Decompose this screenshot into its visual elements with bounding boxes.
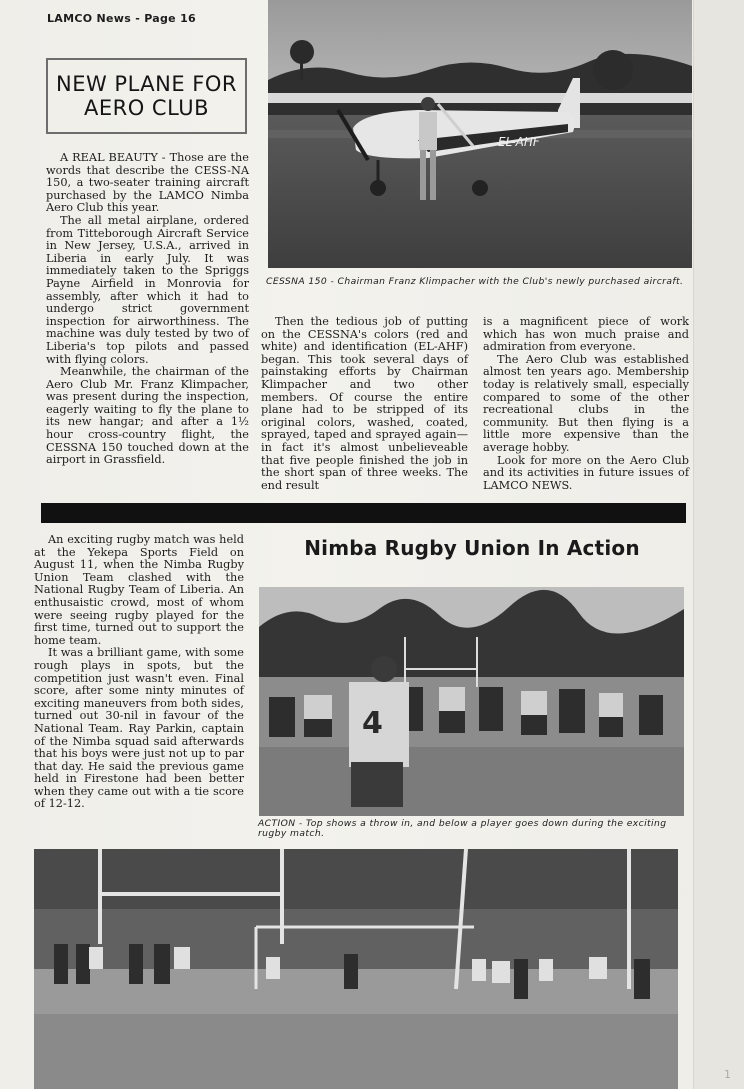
rugby-article-column	[34, 534, 244, 811]
paragraph: An exciting rugby match was held at the Yekepa Sports Field on August 11, when the Nimba Rugby Union Team clashed with the National Rugby Team of Liberia. An enthusaistic crowd, most of whom were seeing rugby played for the first time, turned out to support the home team.	[34, 533, 244, 647]
paragraph: The Aero Club was established almost ten years ago. Membership today is relatively small, especially compared to some of the other recreational clubs in the community. But then flying is a little more expensive than the average hobby.	[483, 352, 689, 454]
paragraph: A REAL BEAUTY - Those are the words that describe the CESS-NA 150, a two-seater training aircraft purchased by the LAMCO Nimba Aero Club this year.	[46, 151, 249, 215]
plane-article-column-1	[46, 152, 249, 467]
plane-photo	[268, 0, 692, 268]
plane-photo-caption: CESSNA 150 - Chairman Franz Klimpacher with the Club's newly purchased aircraft.	[266, 276, 684, 287]
rugby-photo-caption: ACTION - Top shows a throw in, and below a player goes down during the exciting rugby match.	[258, 818, 667, 839]
rugby-throw-in-photo	[259, 587, 684, 816]
jersey-number: 4	[362, 706, 383, 741]
section-divider	[41, 503, 686, 523]
plane-article-column-2	[261, 316, 468, 492]
rugby-headline: Nimba Rugby Union In Action	[304, 536, 640, 560]
paragraph: Then the tedious job of putting on the CESSNA's colors (red and white) and identification (EL-AHF) began. This took several days of painstaking efforts by Chairman Klimpacher and two other members. Of course the entire plane had to be stripped of its original colors, washed, coated, sprayed, taped and sprayed again—in fact it's almost unbelieveable that five people finished the job in the short span of three weeks. The end result	[261, 315, 468, 492]
paragraph: Look for more on the Aero Club and its activities in future issues of LAMCO NEWS.	[483, 453, 689, 492]
paragraph: Meanwhile, the chairman of the Aero Club Mr. Franz Klimpacher, was present during the inspection, eagerly waiting to fly the plane to its new hangar; and after a 1½ hour cross-country flight, the CESSNA 150 touched down at the airport in Grassfield.	[46, 365, 249, 467]
page-edge	[693, 0, 744, 1089]
page-header: LAMCO News - Page 16	[47, 12, 196, 25]
paragraph: The all metal airplane, ordered from Titteborough Aircraft Service in New Jersey, U.S.A., arrived in Liberia in early July. It was immediately taken to the Spriggs Payne Airfield in Monrovia for assembly, after which it had to undergo strict government inspection for airworthiness. The machine was duly tested by two of Liberia's top pilots and passed with flying colors.	[46, 213, 249, 366]
paragraph: is a magnificent piece of work which has won much praise and admiration from everyone.	[483, 315, 689, 354]
rugby-tackle-photo	[34, 849, 678, 1089]
page-mark: 1	[724, 1068, 731, 1081]
plane-article-column-3	[483, 316, 689, 492]
aircraft-registration: EL-AHF	[498, 135, 540, 149]
paragraph: It was a brilliant game, with some rough plays in spots, but the competition just wasn't even. Final score, after some ninty minutes of exciting maneuvers from both sides, turned out 30-nil in favour of the National Team. Ray Parkin, captain of the Nimba squad said afterwards that his boys were just not up to par that day. He said the previous game held in Firestone had been better when they came out with a tie score of 12-12.	[34, 646, 244, 811]
plane-article-title: NEW PLANE FOR AERO CLUB	[46, 58, 247, 134]
